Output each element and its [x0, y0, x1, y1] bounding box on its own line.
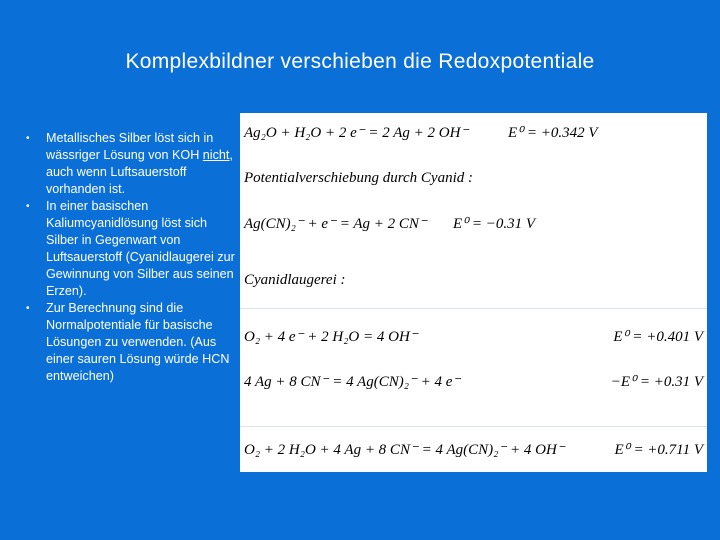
equation-silver-oxidation: 4 Ag + 8 CN⁻ = 4 Ag(CN)₂⁻ + 4 e⁻	[244, 374, 461, 390]
bullet-text	[46, 130, 238, 198]
equation-overall-reaction: O₂ + 2 H₂O + 4 Ag + 8 CN⁻ = 4 Ag(CN)₂⁻ + 4 OH⁻	[244, 442, 565, 458]
divider	[240, 308, 707, 309]
equation-silver-cyanide: Ag(CN)₂⁻ + e⁻ = Ag + 2 CN⁻	[244, 216, 427, 232]
bullet-list	[26, 130, 238, 385]
bullet-item	[26, 300, 238, 385]
divider	[240, 426, 707, 427]
bullet-text-underlined: nicht	[202, 148, 230, 162]
equation-silver-oxide-potential: E⁰ = +0.342 V	[508, 125, 598, 141]
equation-overall-reaction-potential: E⁰ = +0.711 V	[614, 442, 703, 458]
equation-silver-oxide: Ag₂O + H₂O + 2 e⁻ = 2 Ag + 2 OH⁻	[244, 125, 469, 141]
bullet-dot: •	[26, 303, 30, 314]
bullet-item	[26, 130, 238, 198]
bullet-text-pre: Metallisches Silber löst sich in wässriger Lösung von KOH	[46, 131, 214, 162]
equation-panel	[240, 113, 707, 472]
bullet-text: In einer basischen Kaliumcyanidlösung löst sich Silber in Gegenwart von Luftsauerstoff (Cyanidlaugerei zur Gewinnung von Silber aus seinen Erzen).	[46, 199, 235, 298]
bullet-item	[26, 198, 238, 300]
heading-potential-shift: Potentialverschiebung durch Cyanid :	[244, 170, 473, 186]
equation-silver-oxidation-potential: −E⁰ = +0.31 V	[610, 374, 703, 390]
heading-cyanide-leaching: Cyanidlaugerei :	[244, 272, 346, 288]
bullet-text-post: , auch wenn Luftsauerstoff vorhanden ist.	[46, 148, 233, 196]
bullet-dot: •	[26, 201, 30, 212]
bullet-dot: •	[26, 133, 30, 144]
equation-oxygen-reduction: O₂ + 4 e⁻ + 2 H₂O = 4 OH⁻	[244, 329, 418, 345]
bullet-text: Zur Berechnung sind die Normalpotentiale für basische Lösungen zu verwenden. (Aus einer sauren Lösung würde HCN entweichen)	[46, 301, 230, 383]
slide-title: Komplexbildner verschieben die Redoxpotentiale	[125, 50, 595, 73]
equation-oxygen-reduction-potential: E⁰ = +0.401 V	[613, 329, 703, 345]
equation-silver-cyanide-potential: E⁰ = −0.31 V	[453, 216, 536, 232]
